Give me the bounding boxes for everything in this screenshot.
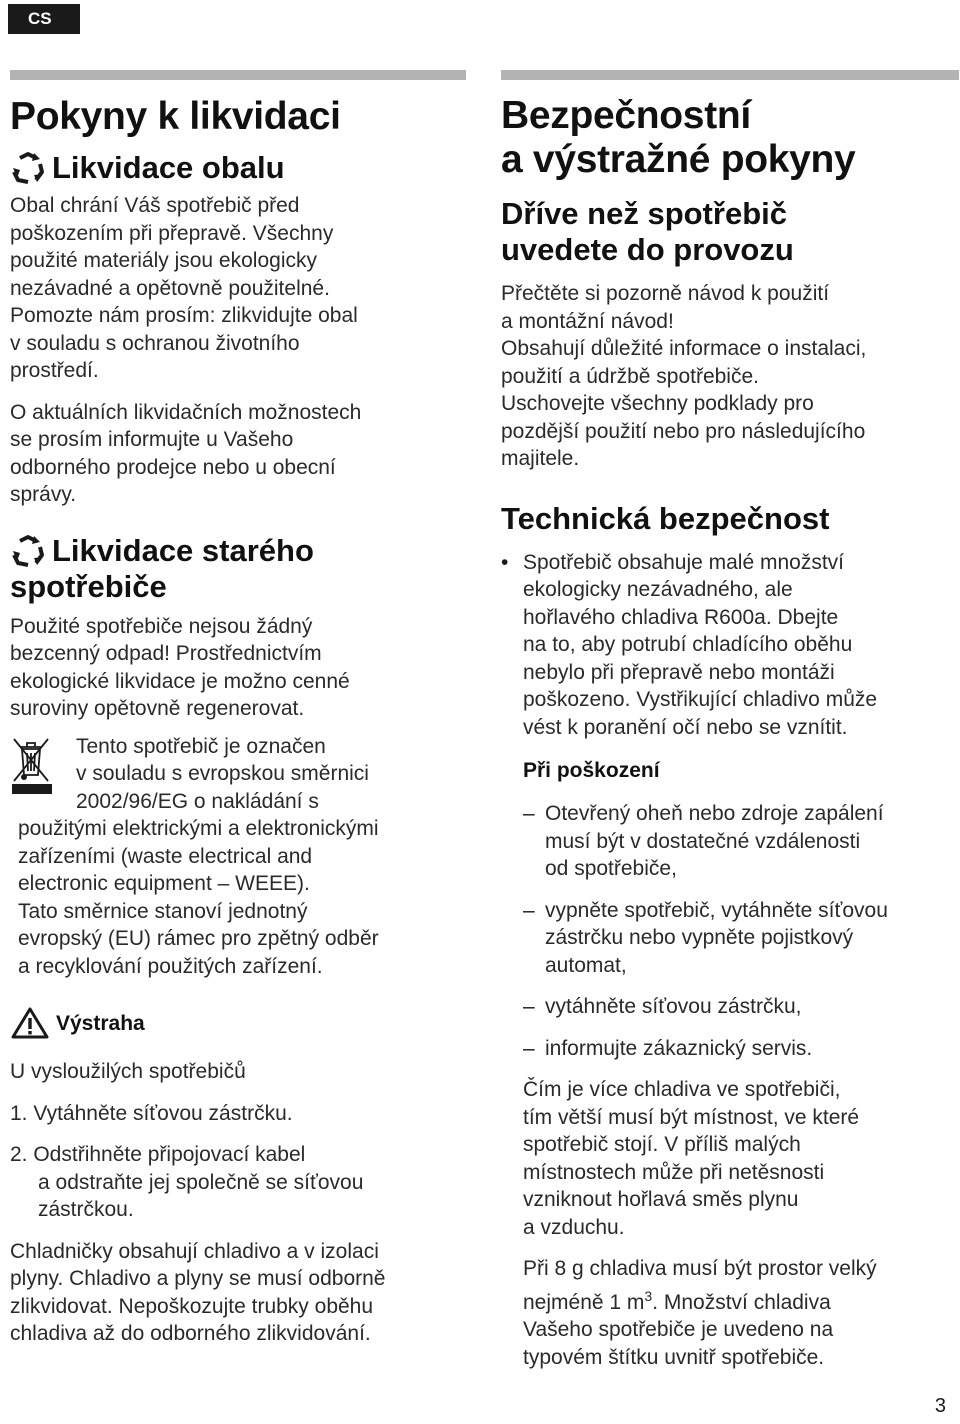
text-line: zařízeními (waste electrical and [18, 844, 313, 868]
text-line-with-superscript [523, 1283, 959, 1317]
text-line: Při 8 g chladiva musí být prostor velký [523, 1257, 877, 1280]
text-line: poškozením při přepravě. Všechny [10, 221, 334, 245]
text-line: zlikvidovat. Nepoškozujte trubky oběhu [10, 1294, 374, 1318]
text-line: 2002/96/EG o nakládání s [76, 789, 319, 813]
damage-dash-2 [523, 897, 959, 980]
text-line: od spotřebiče, [545, 857, 677, 880]
old-appliance-heading-line1: Likvidace starého [52, 532, 314, 568]
text-line: a recyklování použitých zařízení. [18, 954, 323, 978]
text-line: suroviny opětovně regenerovat. [10, 697, 305, 720]
text-line: poškozeno. Vystřikující chladivo může [523, 688, 878, 711]
text-line: Obsahují důležité informace o instalaci, [501, 337, 867, 360]
right-column [501, 80, 959, 1371]
language-tag: CS [8, 4, 80, 34]
recycle-icon [10, 533, 46, 569]
old-appliance-heading-row [10, 533, 466, 569]
text-line: ekologicky nezávadného, ale [523, 578, 793, 601]
text-line: místnostech může při netěsnosti [523, 1160, 825, 1184]
text-line: O aktuálních likvidačních možnostech [10, 400, 362, 424]
text-line: typovém štítku uvnitř spotřebiče. [523, 1345, 825, 1369]
bullet-marker: • [501, 550, 509, 574]
weee-text-rest [10, 815, 466, 980]
text-line: tím větší musí být místnost, ve které [523, 1105, 860, 1129]
before-use-heading-line2: uvedete do provozu [501, 232, 794, 267]
text-line: spotřebič stojí. V příliš malých [523, 1133, 801, 1156]
text-line: musí být v dostatečné vzdálenosti [545, 829, 861, 853]
damage-dash-1 [523, 800, 959, 883]
text-line: plyny. Chladivo a plyny se musí odborně [10, 1267, 386, 1290]
left-column [10, 80, 466, 1348]
dash-text: informujte zákaznický servis. [545, 1036, 813, 1060]
text-line: Spotřebič obsahuje malé množství [523, 550, 844, 574]
text-line: v souladu s evropskou směrnici [76, 762, 369, 785]
text-line: na to, aby potrubí chladícího oběhu [523, 633, 853, 656]
text-line: bezcenný odpad! Prostřednictvím [10, 642, 322, 665]
superscript: 3 [644, 1287, 653, 1304]
text-fragment: . Množství chladiva [652, 1290, 831, 1314]
text-line: nebylo při přepravě nebo montáži [523, 660, 835, 684]
text-line: správy. [10, 483, 77, 506]
text-line: Použité spotřebiče nejsou žádný [10, 614, 313, 638]
warning-intro: U vysloužilých spotřebičů [10, 1060, 246, 1083]
warning-heading: Výstraha [56, 1011, 145, 1035]
right-column-rule [501, 70, 959, 80]
text-line: Otevřený oheň nebo zdroje zapálení [545, 802, 884, 825]
packaging-paragraph-1 [10, 192, 466, 385]
text-line: vést k poranění očí nebo se vznítit. [523, 715, 848, 739]
before-use-heading [501, 196, 959, 268]
text-line: Obal chrání Váš spotřebič před [10, 194, 300, 217]
old-appliance-heading-line2: spotřebiče [10, 568, 167, 604]
dash-marker: – [523, 898, 535, 922]
damage-section [501, 757, 959, 1371]
packaging-heading-row [10, 150, 466, 186]
text-line: majitele. [501, 447, 580, 470]
text-line: Pomozte nám prosím: zlikvidujte obal [10, 304, 358, 327]
text-line: Vašeho spotřebiče je uvedeno na [523, 1318, 834, 1341]
weee-bar [12, 784, 52, 794]
text-line: zástrčkou. [38, 1198, 134, 1221]
dash-marker: – [523, 802, 535, 825]
dash-text [545, 897, 888, 980]
packaging-paragraph-2 [10, 399, 466, 509]
text-line: použité materiály jsou ekologicky [10, 249, 317, 272]
text-line: zástrčku nebo vypněte pojistkový [545, 926, 854, 949]
text-line: Čím je více chladiva ve spotřebiči, [523, 1078, 841, 1101]
text-line: Přečtěte si pozorně návod k použití [501, 282, 830, 305]
text-line: vypněte spotřebič, vytáhněte síťovou [545, 898, 888, 922]
text-line: použití a údržbě spotřebiče. [501, 364, 759, 388]
text-line: Chladničky obsahují chladivo a v izolaci [10, 1239, 379, 1263]
text-line: se prosím informujte u Vašeho [10, 428, 294, 451]
refrigerant-paragraph-1 [523, 1076, 959, 1241]
weee-text-indented [10, 733, 466, 816]
text-line: pozdější použití nebo pro následujícího [501, 419, 866, 443]
left-column-rule [10, 70, 466, 80]
text-line: prostředí. [10, 359, 99, 382]
tech-safety-bullet [501, 549, 959, 742]
damage-dash-3 [523, 993, 959, 1021]
text-line: vzniknout hořlavá směs plynu [523, 1188, 799, 1211]
text-line: hořlavého chladiva R600a. Dbejte [523, 605, 839, 629]
before-use-heading-line1: Dříve než spotřebič [501, 196, 787, 231]
text-line: Tato směrnice stanoví jednotný [18, 899, 308, 923]
before-use-paragraph [501, 280, 959, 473]
text-line: a montážní návod! [501, 309, 674, 333]
page-title-disposal: Pokyny k likvidaci [10, 95, 341, 138]
tech-safety-heading: Technická bezpečnost [501, 500, 830, 536]
warning-step-1: 1. Vytáhněte síťovou zástrčku. [10, 1101, 293, 1125]
warning-closing [10, 1238, 466, 1348]
dash-marker: – [523, 1036, 535, 1060]
warning-heading-row [10, 1006, 466, 1040]
page-title-safety-line2: a výstražné pokyny [501, 138, 856, 181]
text-line: Tento spotřebič je označen [76, 734, 326, 758]
text-line: a odstraňte jej společně se síťovou [38, 1170, 364, 1194]
text-line: chladiva až do odborného zlikvidování. [10, 1322, 371, 1345]
bullet-text [523, 549, 877, 742]
text-line: v souladu s ochranou životního [10, 331, 300, 355]
warning-step-2 [10, 1141, 466, 1224]
damage-dash-4 [523, 1035, 959, 1063]
text-line: electronic equipment – WEEE). [18, 872, 310, 895]
damage-heading: Při poškození [523, 759, 660, 782]
text-line: použitými elektrickými a elektronickými [18, 817, 379, 840]
dash-marker: – [523, 995, 535, 1018]
text-line: 2. Odstřihněte připojovací kabel [10, 1143, 306, 1166]
packaging-heading: Likvidace obalu [52, 150, 285, 185]
page-number: 3 [934, 1395, 946, 1417]
text-fragment: nejméně 1 m [523, 1290, 645, 1314]
dash-text [545, 800, 884, 883]
text-line: evropský (EU) rámec pro zpětný odběr [18, 927, 379, 950]
refrigerant-paragraph-2 [523, 1255, 959, 1371]
text-line: Uschovejte všechny podklady pro [501, 392, 814, 415]
old-appliance-paragraph [10, 613, 466, 723]
text-line: odborného prodejce nebo u obecní [10, 455, 336, 479]
recycle-icon [10, 150, 46, 186]
dash-text: vytáhněte síťovou zástrčku, [545, 995, 802, 1018]
weee-block [10, 733, 466, 981]
text-line: ekologické likvidace je možno cenné [10, 669, 350, 693]
text-line: a vzduchu. [523, 1215, 625, 1239]
page-title-safety-line1: Bezpečnostní [501, 94, 751, 137]
warning-triangle-icon [10, 1006, 50, 1040]
text-line: automat, [545, 953, 627, 977]
text-line: nezávadné a opětovně použitelné. [10, 276, 330, 300]
